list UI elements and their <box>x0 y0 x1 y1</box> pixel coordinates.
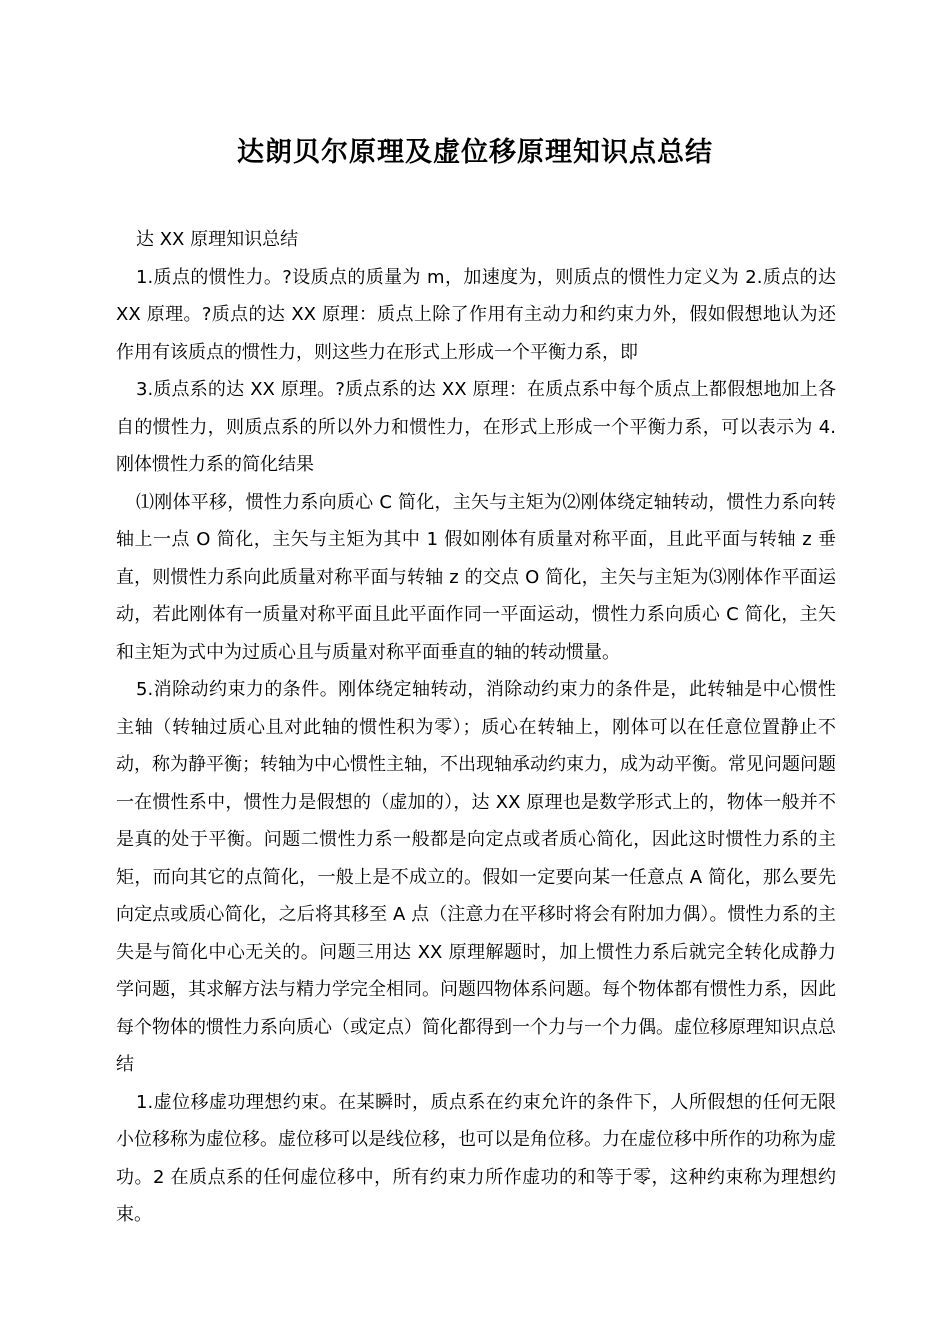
document-title: 达朗贝尔原理及虚位移原理知识点总结 <box>237 137 713 168</box>
section-heading-dalembert: 达 XX 原理知识总结 <box>136 229 299 250</box>
document-body <box>116 221 836 1234</box>
paragraph-dynamic-constraint: 5.消除动约束力的条件。刚体绕定轴转动，消除动约束力的条件是，此转轴是中心惯性主轴（转轴过质心且对此轴的惯性积为零）；质心在转轴上，刚体可以在任意位置静止不动，称为静平衡；转轴为中心惯性主轴，不出现轴承动约束力，成为动平衡。常见问题问题一在惯性系中，惯性力是假想的（虚加的），达 XX 原理也是数学形式上的，物体一般并不是真的处于平衡。问题二惯性力系一般都是向定点或者质心简化，因此这时惯性力系的主矩，而向其它的点简化，一般上是不成立的。假如一定要向某一任意点 A 简化，那么要先向定点或质心简化，之后将其移至 A 点（注意力在平移时将会有附加力偶）。惯性力系的主失是与简化中心无关的。问题三用达 XX 原理解题时，加上惯性力系后就完全转化成静力学问题，其求解方法与精力学完全相同。问题四物体系问题。每个物体都有惯性力系，因此每个物体的惯性力系向质心（或定点）简化都得到一个力与一个力偶。虚位移原理知识点总结 <box>116 679 836 1075</box>
paragraph-virtual-displacement: 1.虚位移虚功理想约束。在某瞬时，质点系在约束允许的条件下，人所假想的任何无限小位移称为虚位移。虚位移可以是线位移，也可以是角位移。力在虚位移中所作的功称为虚功。2 在质点系的任何虚位移中，所有约束力所作虚功的和等于零，这种约束称为理想约束。 <box>116 1091 836 1225</box>
paragraph-system-principle: 3.质点系的达 XX 原理。?质点系的达 XX 原理：在质点系中每个质点上都假想地加上各自的惯性力，则质点系的所以外力和惯性力，在形式上形成一个平衡力系，可以表示为 4.刚体惯性力系的简化结果 <box>116 379 836 475</box>
paragraph-particle-inertia: 1.质点的惯性力。?设质点的质量为 m，加速度为，则质点的惯性力定义为 2.质点的达 XX 原理。?质点的达 XX 原理：质点上除了作用有主动力和约束力外，假如假想地认为还作用有该质点的惯性力，则这些力在形式上形成一个平衡力系，即 <box>116 266 836 363</box>
paragraph-rigid-body-reduction: ⑴刚体平移，惯性力系向质心 C 简化，主矢与主矩为⑵刚体绕定轴转动，惯性力系向转轴上一点 O 简化，主矢与主矩为其中 1 假如刚体有质量对称平面，且此平面与转轴 z 垂直，则惯性力系向此质量对称平面与转轴 z 的交点 O 简化，主矢与主矩为⑶刚体作平面运动，若此刚体有一质量对称平面且此平面作同一平面运动，惯性力系向质心 C 简化，主矢和主矩为式中为过质心且与质量对称平面垂直的轴的转动惯量。 <box>116 491 836 663</box>
